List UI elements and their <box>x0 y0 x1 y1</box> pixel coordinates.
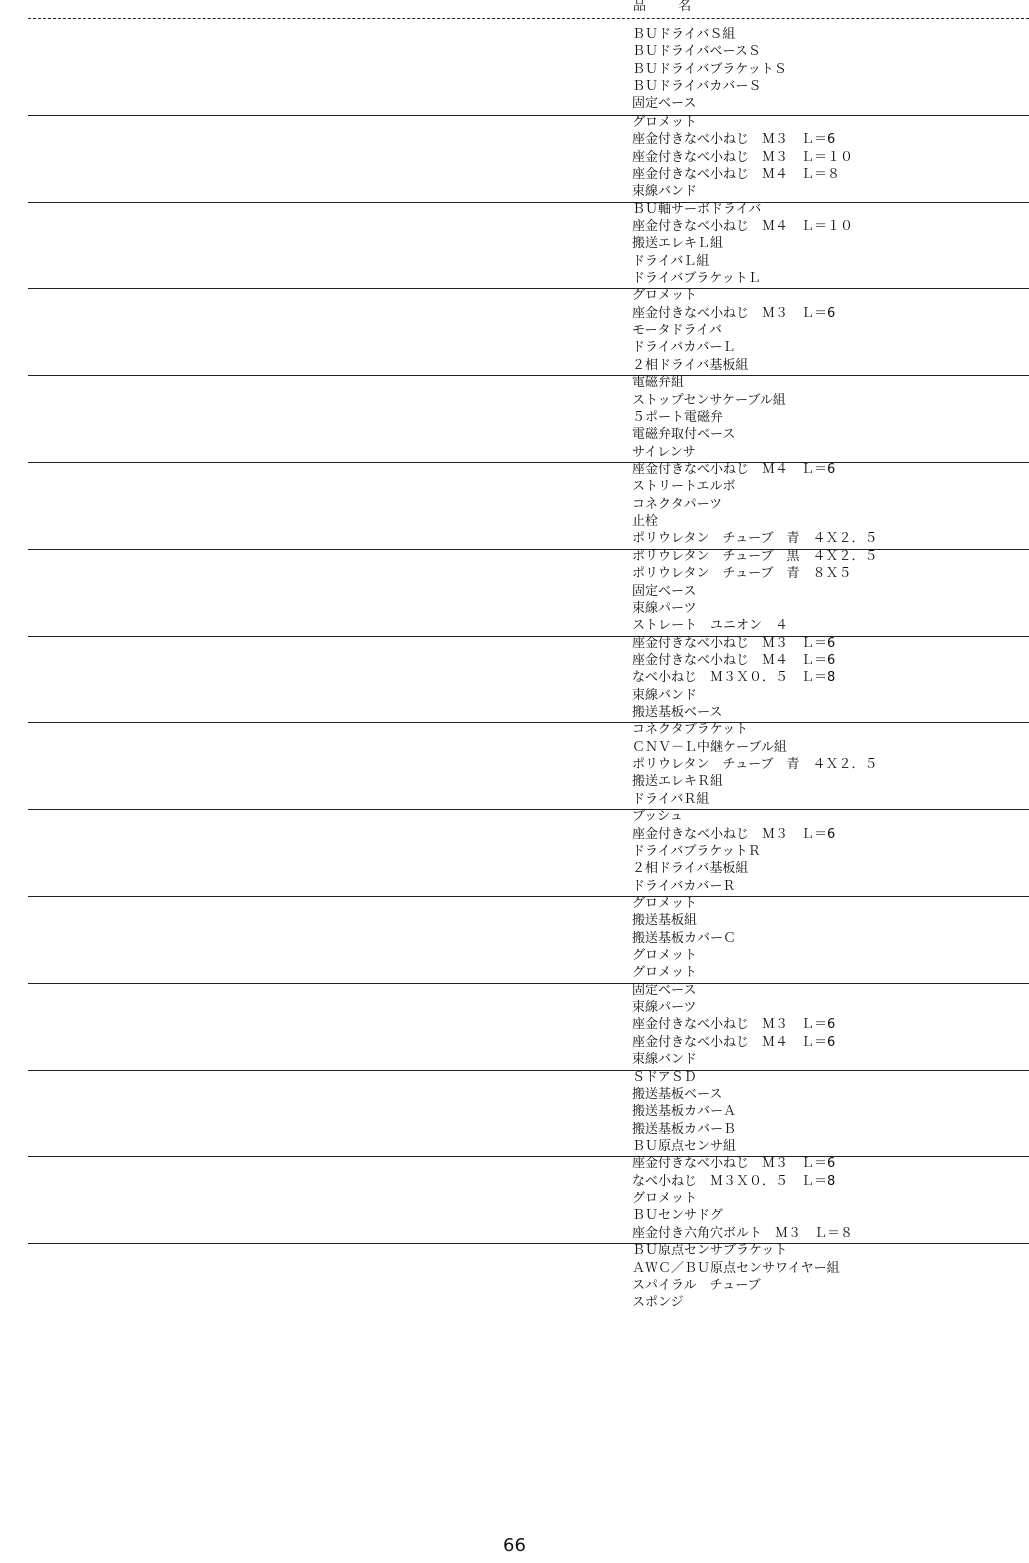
part-name: 搬送基板ベース <box>632 705 723 721</box>
parts-group-items <box>632 808 835 895</box>
part-name: 固定ベース <box>632 96 697 112</box>
part-name: ＢＵセンサドグ <box>632 1208 723 1224</box>
part-name: 搬送基板カバーＣ <box>632 930 737 946</box>
parts-group <box>28 288 1029 375</box>
part-name: コネクタパーツ <box>632 496 723 512</box>
parts-group-items <box>632 1155 853 1242</box>
part-name: 座金付きなべ小ねじ Ｍ３ Ｌ＝6 <box>632 1017 836 1033</box>
page-number: 66 <box>503 1535 526 1556</box>
part-name: ドライバカバーＲ <box>632 878 736 894</box>
part-name: 束線パーツ <box>632 600 697 616</box>
parts-group-items <box>632 287 835 374</box>
part-name: 座金付きなべ小ねじ Ｍ３ Ｌ＝6 <box>632 1156 836 1172</box>
part-name: ドライバＲ組 <box>632 791 710 807</box>
part-name: ＢＵドライバＳ組 <box>632 27 736 42</box>
part-name: 束線バンド <box>632 1052 698 1068</box>
part-name: 座金付きなべ小ねじ Ｍ３ Ｌ＝6 <box>632 305 836 321</box>
part-name: スポンジ <box>632 1295 684 1311</box>
part-name: グロメット <box>632 965 698 981</box>
part-name: 束線バンド <box>632 687 698 703</box>
parts-group <box>28 896 1029 983</box>
part-name: 座金付き六角穴ボルト Ｍ３ Ｌ＝８ <box>632 1225 854 1241</box>
parts-group-items <box>632 461 877 548</box>
parts-group <box>28 1243 1029 1330</box>
part-name: 搬送エレキＬ組 <box>632 236 724 252</box>
parts-group <box>28 722 1029 809</box>
part-name: グロメット <box>632 948 698 964</box>
part-name: ドライバカバーＬ <box>632 340 736 356</box>
part-name: ＢＵドライバブラケットＳ <box>632 61 787 77</box>
part-name: ５ポート電磁弁 <box>632 409 724 425</box>
part-name: 搬送基板カバーＢ <box>632 1121 737 1137</box>
part-name: ＢＵドライバベースＳ <box>632 44 761 60</box>
part-name: 座金付きなべ小ねじ Ｍ３ Ｌ＝6 <box>632 826 836 842</box>
part-name: 束線バンド <box>632 184 698 200</box>
part-name: 搬送基板ベース <box>632 1086 723 1102</box>
part-name: 座金付きなべ小ねじ Ｍ３ Ｌ＝6 <box>632 132 836 148</box>
part-name: 座金付きなべ小ねじ Ｍ４ Ｌ＝6 <box>632 1034 836 1050</box>
parts-group-items <box>632 895 736 982</box>
parts-group-items <box>632 1069 736 1156</box>
part-name: 束線パーツ <box>632 1000 697 1016</box>
part-name: なべ小ねじ Ｍ３Ｘ０．５ Ｌ＝8 <box>632 1173 836 1189</box>
parts-group-items <box>632 114 853 201</box>
part-name: ＢＵ軸サーボドライバ <box>632 201 762 217</box>
part-name: 搬送基板カバーＡ <box>632 1104 737 1120</box>
part-name: グロメット <box>632 1191 698 1207</box>
part-name: コネクタブラケット <box>632 722 749 738</box>
part-name: モータドライバ <box>632 323 722 339</box>
part-name: 電磁弁取付ベース <box>632 427 736 443</box>
parts-group-items <box>632 374 786 461</box>
parts-group <box>28 202 1029 289</box>
part-name: グロメット <box>632 114 698 130</box>
part-name: ＳドアＳＤ <box>632 1069 697 1085</box>
part-name: 座金付きなべ小ねじ Ｍ４ Ｌ＝８ <box>632 166 841 182</box>
part-name: サイレンサ <box>632 444 696 460</box>
parts-group-items <box>632 201 853 288</box>
part-name: 座金付きなべ小ねじ Ｍ４ Ｌ＝6 <box>632 652 836 668</box>
parts-group <box>28 636 1029 723</box>
parts-group-items <box>632 548 877 635</box>
parts-group-items <box>632 26 787 113</box>
parts-group <box>28 549 1029 636</box>
parts-list <box>0 28 1029 1330</box>
table-header <box>0 0 1029 19</box>
part-name: 止栓 <box>632 514 659 530</box>
parts-group-items <box>632 1242 840 1311</box>
part-name: グロメット <box>632 895 698 911</box>
column-header-item-name: 品 名 <box>633 0 706 14</box>
part-name: 搬送エレキＲ組 <box>632 774 724 790</box>
part-name: ドライバブラケットＲ <box>632 843 761 859</box>
parts-group <box>28 375 1029 462</box>
part-name: 固定ベース <box>632 583 697 599</box>
part-name: ２相ドライバ基板組 <box>632 357 749 373</box>
part-name: 座金付きなべ小ねじ Ｍ４ Ｌ＝6 <box>632 461 836 477</box>
part-name: スパイラル チューブ <box>632 1277 761 1293</box>
parts-group <box>28 1156 1029 1243</box>
parts-group <box>28 809 1029 896</box>
part-name: ストリートエルボ <box>632 479 736 495</box>
part-name: ポリウレタン チューブ 青 ８Ｘ５ <box>632 566 852 582</box>
part-name: ドライバブラケットＬ <box>632 271 761 287</box>
part-name: ポリウレタン チューブ 青 ４Ｘ２．５ <box>632 757 878 773</box>
part-name: 電磁弁組 <box>632 375 685 391</box>
part-name: ブッシュ <box>632 809 683 825</box>
part-name: ＣＮＶ－Ｌ中継ケーブル組 <box>632 739 787 755</box>
part-name: ドライバＬ組 <box>632 253 710 269</box>
part-name: 座金付きなべ小ねじ Ｍ３ Ｌ＝6 <box>632 635 836 651</box>
parts-group <box>28 983 1029 1070</box>
parts-group-items <box>632 982 835 1069</box>
part-name: ＢＵ原点センサ組 <box>632 1139 737 1154</box>
part-name: ストレート ユニオン ４ <box>632 618 789 634</box>
part-name: 固定ベース <box>632 982 697 998</box>
header-dashed-divider <box>28 18 1029 19</box>
part-name: ２相ドライバ基板組 <box>632 861 749 877</box>
part-name: ＢＵドライバカバーＳ <box>632 79 762 95</box>
part-name: グロメット <box>632 288 698 304</box>
part-name: ＢＵ原点センサブラケット <box>632 1243 788 1259</box>
parts-group-items <box>632 635 835 722</box>
part-name: ポリウレタン チューブ 青 ４Ｘ２．５ <box>632 531 878 547</box>
parts-group <box>28 28 1029 115</box>
parts-group <box>28 462 1029 549</box>
parts-group-items <box>632 721 877 808</box>
part-name: 座金付きなべ小ねじ Ｍ３ Ｌ＝１０ <box>632 149 854 165</box>
part-name: 搬送基板組 <box>632 913 698 929</box>
part-name: ストップセンサケーブル組 <box>632 392 786 408</box>
part-name: なべ小ねじ Ｍ３Ｘ０．５ Ｌ＝8 <box>632 670 836 686</box>
parts-group <box>28 115 1029 202</box>
part-name: ＡＷＣ／ＢＵ原点センサワイヤー組 <box>632 1260 840 1276</box>
part-name: ポリウレタン チューブ 黒 ４Ｘ２．５ <box>632 548 878 564</box>
parts-group <box>28 1070 1029 1157</box>
part-name: 座金付きなべ小ねじ Ｍ４ Ｌ＝１０ <box>632 218 854 234</box>
